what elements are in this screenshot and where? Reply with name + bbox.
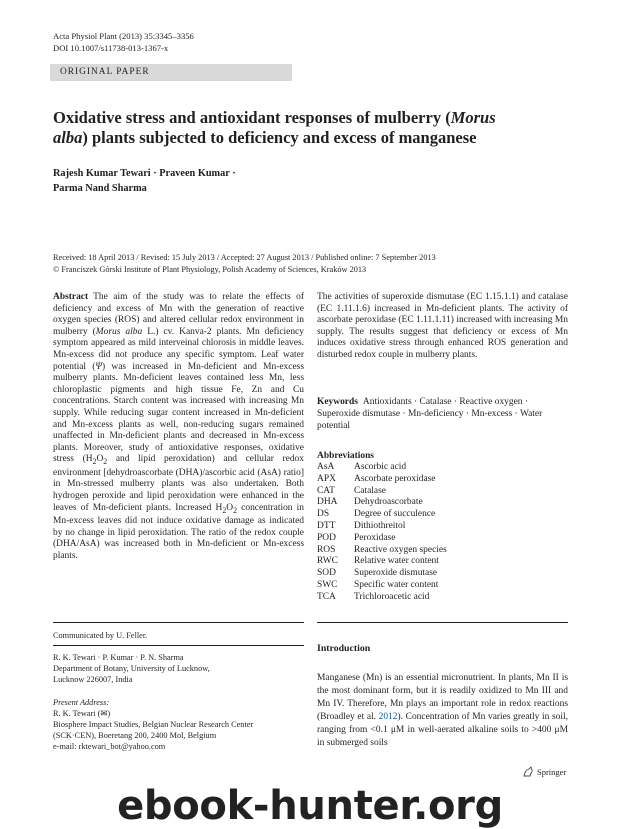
introduction-heading: Introduction [317, 643, 371, 654]
abbreviations-heading: Abbreviations [317, 451, 374, 461]
divider-thin [53, 645, 304, 646]
authors-line-1: Rajesh Kumar Tewari · Praveen Kumar · [53, 168, 236, 179]
abbr-value: Reactive oxygen species [354, 544, 447, 555]
keywords-text: Antioxidants · Catalase · Reactive oxygen · Superoxide dismutase · Mn-deficiency · Mn-excess · Water potential [317, 397, 543, 431]
authors [53, 167, 236, 196]
paper-title [53, 108, 523, 148]
title-italic: Morus alba [53, 108, 496, 147]
abbr-value: Specific water content [354, 579, 439, 590]
keywords [317, 397, 568, 432]
author-email[interactable]: e-mail: rktewari_bot@yahoo.com [53, 742, 166, 751]
abbreviation-row [317, 521, 447, 533]
address-line-1: Biosphere Impact Studies, Belgian Nuclear Research Center [53, 720, 254, 729]
journal-doi: DOI 10.1007/s11738-013-1367-x [53, 42, 169, 53]
subscript: 2 [92, 457, 97, 467]
subscript: 2 [222, 505, 227, 515]
abbr-value: Dehydroascorbate [354, 497, 423, 508]
abbr-value: Ascorbate peroxidase [354, 473, 436, 484]
intro-text: ). Concentration of Mn varies greatly in soil, ranging from <0.1 μM in well-aerated alkaline soils to >400 μM in submerged soils [317, 712, 568, 748]
abstract-text: The aim of the study was to relate the effects of deficiency and excess of Mn with the generation of reactive oxygen species (ROS) and altered cellular redox environment in mulberry ( [53, 292, 304, 337]
subscript: 2 [233, 505, 238, 515]
abstract [53, 292, 304, 562]
address-line-2: (SCK·CEN), Boeretang 200, 2400 Mol, Belgium [53, 731, 217, 740]
citation-link[interactable]: 2012 [378, 712, 398, 722]
abbr-value: Catalase [354, 485, 386, 496]
subscript: 2 [103, 457, 108, 467]
abbreviations-list [317, 462, 447, 604]
corresponding-author: R. K. Tewari (✉) [53, 709, 111, 718]
abbr-key: SOD [317, 568, 336, 579]
publisher-name: Springer [537, 767, 567, 777]
water-potential-symbol: Ψ [95, 361, 103, 372]
abstract-text: O [226, 502, 234, 513]
abbreviation-row [317, 533, 447, 545]
introduction-text [317, 672, 568, 750]
abbreviation-row [317, 509, 447, 521]
keywords-heading: Keywords [317, 397, 358, 407]
abbr-key: ROS [317, 544, 336, 555]
abbr-key: CAT [317, 485, 335, 496]
affiliation-dept: Department of Botany, University of Lucknow, [53, 664, 210, 673]
abbr-key: DTT [317, 520, 336, 531]
abbr-value: Trichloroacetic acid [354, 591, 430, 602]
communicated-by: Communicated by U. Feller. [53, 631, 148, 640]
abstract-continued: The activities of superoxide dismutase (EC 1.15.1.1) and catalase (EC 1.11.1.6) increased in Mn-deficient plants. The activity of ascorbate peroxidase (EC 1.11.1.11) increased with increasing Mn supply. The results suggest that deficiency or excess of Mn induces oxidative stress through enhanced ROS generation and disturbed redox couple in mulberry plants. [317, 292, 568, 360]
abbr-value: Dithiothreitol [354, 520, 406, 531]
abbr-value: Ascorbic acid [354, 462, 407, 472]
affiliation-names: R. K. Tewari · P. Kumar · P. N. Sharma [53, 653, 184, 662]
abstract-text: and lipid peroxidation) and cellular redox environment [dehydroascorbate (DHA)/ascorbic acid (AsA) ratio] in Mn-stressed mulberry plants was also undertaken. Both hydrogen peroxide and lipid peroxidation were enhanced in the leaves of Mn-deficient plants. Increased H [53, 454, 304, 513]
present-address [53, 697, 253, 752]
abbr-value: Peroxidase [354, 532, 396, 543]
abbr-value: Superoxide dismutase [354, 568, 438, 579]
springer-horse-icon [522, 766, 534, 778]
abbreviation-row [317, 474, 447, 486]
abbreviation-row [317, 568, 447, 580]
journal-header [53, 31, 194, 54]
abbr-value: Degree of succulence [354, 509, 436, 520]
abbreviation-row [317, 462, 447, 474]
section-tag: ORIGINAL PAPER [50, 64, 292, 81]
date-history: Received: 18 April 2013 / Revised: 15 July 2013 / Accepted: 27 August 2013 / Published online: 7 September 2013 [53, 253, 436, 262]
authors-line-2: Parma Nand Sharma [53, 182, 147, 194]
abstract-heading: Abstract [53, 292, 89, 302]
divider-left [53, 622, 304, 623]
abbreviation-row [317, 497, 447, 509]
abbreviation-row [317, 486, 447, 498]
intro-text: Manganese (Mn) is an essential micronutrient. In plants, Mn II is the most dominant form, but it is readily oxidized to Mn III and Mn IV. Therefore, Mn plays an important role in redox reactions (Broadley et al. [317, 673, 568, 722]
abbr-key: DHA [317, 497, 338, 508]
abstract-italic: Morus alba [95, 326, 143, 337]
abbr-key: RWC [317, 556, 338, 567]
abbr-key: APX [317, 473, 336, 484]
abbr-key: DS [317, 509, 330, 520]
abbr-key: AsA [317, 462, 335, 472]
affiliation-city: Lucknow 226007, India [53, 675, 133, 684]
journal-citation: Acta Physiol Plant (2013) 35:3345–3356 [53, 31, 194, 41]
abbreviation-row [317, 556, 447, 568]
abbr-key: SWC [317, 579, 338, 590]
abstract-text: O [96, 454, 104, 465]
abbr-key: TCA [317, 591, 336, 602]
title-text-2: ) plants subjected to deficiency and excess of manganese [82, 128, 477, 147]
publication-dates [53, 252, 436, 275]
abbreviation-row [317, 545, 447, 557]
present-address-label: Present Address: [53, 698, 110, 707]
divider-right [317, 622, 568, 623]
title-text-1: Oxidative stress and antioxidant responses of mulberry ( [53, 108, 451, 127]
copyright: © Franciszek Górski Institute of Plant Physiology, Polish Academy of Sciences, Kraków 2013 [53, 264, 367, 274]
abbr-value: Relative water content [354, 556, 439, 567]
abbr-key: POD [317, 532, 336, 543]
abbreviation-row [317, 592, 447, 604]
abstract-text: ) was increased in Mn-deficient and Mn-excess mulberry plants. Mn-deficient leaves contained less Mn, less chloroplastic pigments and high tissue Fe, Zn and Cu concentrations. Starch content was increased with increasing Mn supply. While reducing sugar content increased in Mn-deficient and Mn-excess plants as well, non-reducing sugars remained unaffected in Mn-deficient plants and decreased in Mn-excess plants. Moreover, study of antioxidative responses, oxidative stress (H [53, 361, 304, 465]
watermark: ebook-hunter.org [117, 783, 503, 829]
publisher-logo [522, 766, 566, 778]
abstract-text: concentration in Mn-excess leaves did not induce oxidative damage as indicated by no change in lipid peroxidation. The ratio of the redox couple (DHA/AsA) was increased both in Mn-deficient or Mn-excess plants. [53, 502, 305, 561]
affiliation [53, 652, 210, 685]
abstract-text: L.) cv. Kanva-2 plants. Mn deficiency symptom appeared as mild interveinal chlorosis in middle leaves. Mn-excess did not produce any specific symptom. Leaf water potential ( [53, 326, 304, 372]
abbreviation-row [317, 580, 447, 592]
